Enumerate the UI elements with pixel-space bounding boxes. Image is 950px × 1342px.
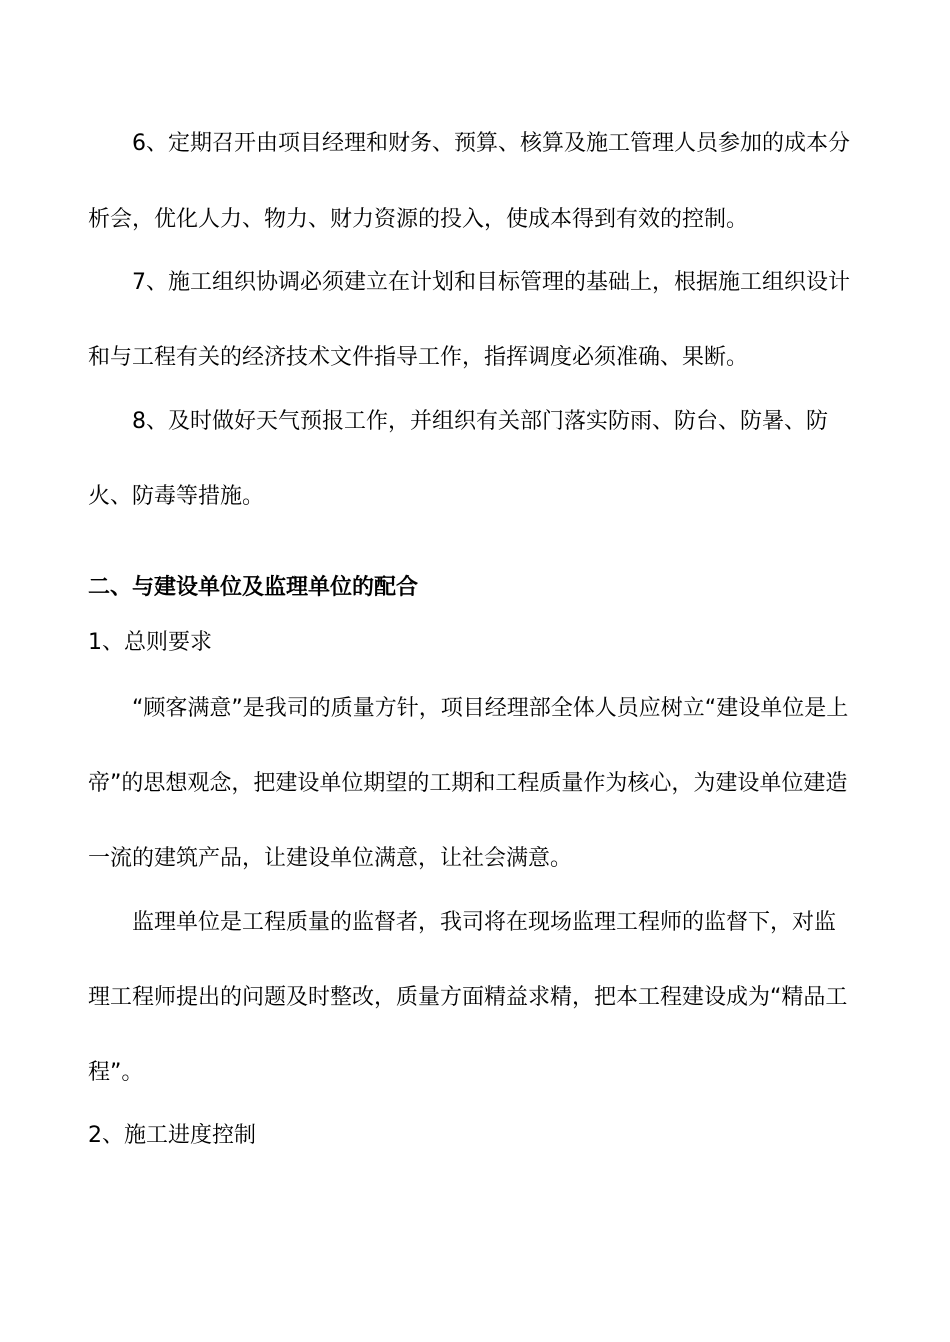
paragraph-supervision-line-1: 监理单位是工程质量的监督者，我司将在现场监理工程师的监督下，对监 bbox=[132, 910, 837, 935]
paragraph-satisfaction-line-3: 一流的建筑产品，让建设单位满意，让社会满意。 bbox=[88, 846, 573, 871]
paragraph-item-7-line-2: 和与工程有关的经济技术文件指导工作，指挥调度必须准确、果断。 bbox=[88, 345, 749, 370]
paragraph-satisfaction-line-1: “顾客满意”是我司的质量方针，项目经理部全体人员应树立“建设单位是上 bbox=[132, 696, 849, 721]
paragraph-supervision-line-2: 理工程师提出的问题及时整改，质量方面精益求精，把本工程建设成为“精品工 bbox=[88, 985, 848, 1010]
paragraph-supervision-line-3: 程”。 bbox=[88, 1060, 144, 1085]
paragraph-item-8-line-1: 8、及时做好天气预报工作，并组织有关部门落实防雨、防台、防暑、防 bbox=[132, 409, 828, 434]
paragraph-item-7-line-1: 7、施工组织协调必须建立在计划和目标管理的基础上，根据施工组织设计 bbox=[132, 270, 850, 295]
paragraph-item-6-line-2: 析会，优化人力、物力、财力资源的投入，使成本得到有效的控制。 bbox=[88, 207, 749, 232]
paragraph-item-6-line-1: 6、定期召开由项目经理和财务、预算、核算及施工管理人员参加的成本分 bbox=[132, 131, 850, 156]
paragraph-satisfaction-line-2: 帝”的思想观念，把建设单位期望的工期和工程质量作为核心，为建设单位建造 bbox=[88, 771, 848, 796]
subsection-heading-general: 1、总则要求 bbox=[88, 630, 212, 655]
paragraph-item-8-line-2: 火、防毒等措施。 bbox=[88, 484, 265, 509]
section-heading: 二、与建设单位及监理单位的配合 bbox=[88, 575, 419, 600]
subsection-heading-schedule: 2、施工进度控制 bbox=[88, 1123, 256, 1148]
